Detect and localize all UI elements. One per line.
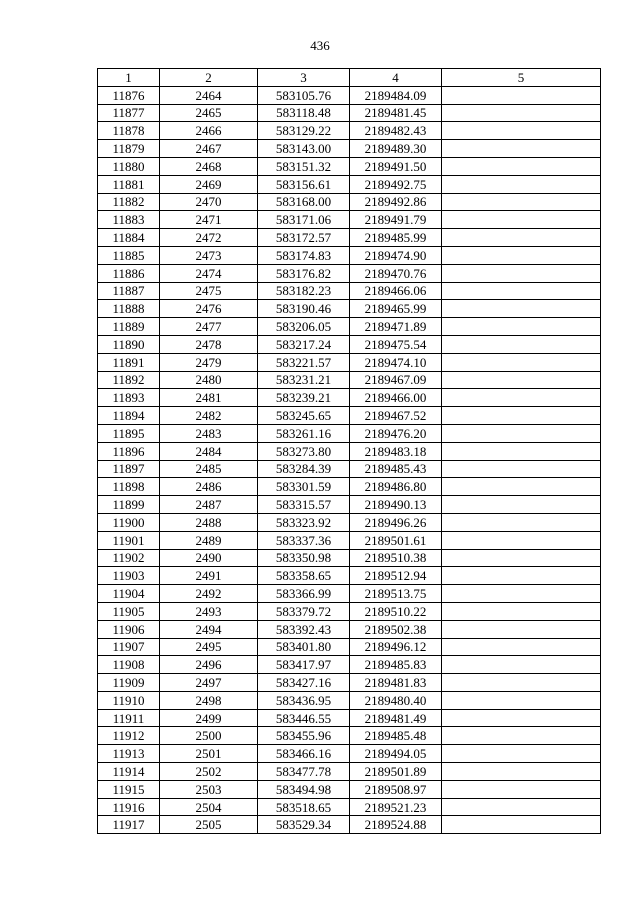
table-cell-col-5 (442, 104, 601, 122)
table-cell-col-2: 2505 (160, 816, 258, 834)
table-cell-col-1: 11908 (98, 656, 160, 674)
table-cell-col-2: 2472 (160, 229, 258, 247)
table-row (98, 460, 601, 478)
table-cell-col-2: 2476 (160, 300, 258, 318)
table-cell-col-5 (442, 691, 601, 709)
table-row (98, 727, 601, 745)
table-row (98, 549, 601, 567)
table-cell-col-5 (442, 496, 601, 514)
table-row (98, 229, 601, 247)
table-cell-col-4: 2189475.54 (350, 335, 442, 353)
table-row (98, 407, 601, 425)
table-cell-col-5 (442, 157, 601, 175)
table-cell-col-3: 583245.65 (258, 407, 350, 425)
table-cell-col-4: 2189476.20 (350, 424, 442, 442)
table-cell-col-1: 11896 (98, 442, 160, 460)
table-cell-col-4: 2189474.90 (350, 246, 442, 264)
table-cell-col-3: 583182.23 (258, 282, 350, 300)
table-cell-col-3: 583171.06 (258, 211, 350, 229)
table-row (98, 211, 601, 229)
table-cell-col-3: 583239.21 (258, 389, 350, 407)
table-cell-col-2: 2491 (160, 567, 258, 585)
table-cell-col-5 (442, 353, 601, 371)
table-cell-col-1: 11882 (98, 193, 160, 211)
table-cell-col-1: 11881 (98, 175, 160, 193)
table-cell-col-3: 583494.98 (258, 780, 350, 798)
table-row (98, 709, 601, 727)
table-row (98, 531, 601, 549)
table-row (98, 442, 601, 460)
column-header-1: 1 (98, 69, 160, 87)
table-cell-col-4: 2189491.79 (350, 211, 442, 229)
table-cell-col-3: 583143.00 (258, 140, 350, 158)
table-row (98, 282, 601, 300)
table-cell-col-2: 2467 (160, 140, 258, 158)
table-cell-col-1: 11890 (98, 335, 160, 353)
table-cell-col-2: 2487 (160, 496, 258, 514)
table-cell-col-4: 2189510.38 (350, 549, 442, 567)
table-cell-col-3: 583118.48 (258, 104, 350, 122)
table-cell-col-4: 2189492.75 (350, 175, 442, 193)
table-row (98, 798, 601, 816)
table-row (98, 816, 601, 834)
table-cell-col-1: 11901 (98, 531, 160, 549)
table-cell-col-3: 583176.82 (258, 264, 350, 282)
table-row (98, 674, 601, 692)
table-cell-col-5 (442, 300, 601, 318)
table-row (98, 424, 601, 442)
table-cell-col-4: 2189508.97 (350, 780, 442, 798)
table-cell-col-4: 2189482.43 (350, 122, 442, 140)
table-cell-col-5 (442, 424, 601, 442)
table-cell-col-2: 2489 (160, 531, 258, 549)
table-cell-col-1: 11902 (98, 549, 160, 567)
table-cell-col-3: 583350.98 (258, 549, 350, 567)
table-cell-col-5 (442, 656, 601, 674)
table-header (98, 69, 601, 87)
table-cell-col-3: 583301.59 (258, 478, 350, 496)
table-cell-col-1: 11889 (98, 318, 160, 336)
table-cell-col-1: 11888 (98, 300, 160, 318)
table-cell-col-2: 2498 (160, 691, 258, 709)
table-cell-col-4: 2189485.83 (350, 656, 442, 674)
table-cell-col-2: 2470 (160, 193, 258, 211)
table-cell-col-2: 2468 (160, 157, 258, 175)
table-row (98, 264, 601, 282)
table-cell-col-2: 2475 (160, 282, 258, 300)
table-cell-col-5 (442, 122, 601, 140)
table-row (98, 478, 601, 496)
table-cell-col-3: 583168.00 (258, 193, 350, 211)
table-cell-col-5 (442, 264, 601, 282)
table-cell-col-4: 2189496.12 (350, 638, 442, 656)
table-row (98, 745, 601, 763)
table-cell-col-3: 583358.65 (258, 567, 350, 585)
table-cell-col-2: 2469 (160, 175, 258, 193)
table-cell-col-4: 2189492.86 (350, 193, 442, 211)
table-row (98, 157, 601, 175)
table-cell-col-1: 11915 (98, 780, 160, 798)
table-cell-col-3: 583105.76 (258, 86, 350, 104)
table-cell-col-3: 583446.55 (258, 709, 350, 727)
table-cell-col-5 (442, 567, 601, 585)
table-cell-col-4: 2189470.76 (350, 264, 442, 282)
table-row (98, 513, 601, 531)
table-cell-col-4: 2189513.75 (350, 585, 442, 603)
table-cell-col-5 (442, 211, 601, 229)
table-cell-col-3: 583417.97 (258, 656, 350, 674)
table-cell-col-2: 2474 (160, 264, 258, 282)
table-cell-col-1: 11906 (98, 620, 160, 638)
table-cell-col-1: 11893 (98, 389, 160, 407)
table-cell-col-1: 11887 (98, 282, 160, 300)
table-cell-col-1: 11916 (98, 798, 160, 816)
table-cell-col-4: 2189483.18 (350, 442, 442, 460)
table-row (98, 602, 601, 620)
table-cell-col-5 (442, 745, 601, 763)
table-cell-col-2: 2493 (160, 602, 258, 620)
table-cell-col-3: 583151.32 (258, 157, 350, 175)
table-cell-col-3: 583217.24 (258, 335, 350, 353)
table-cell-col-4: 2189480.40 (350, 691, 442, 709)
table-cell-col-4: 2189524.88 (350, 816, 442, 834)
table-cell-col-3: 583337.36 (258, 531, 350, 549)
table-cell-col-2: 2485 (160, 460, 258, 478)
column-header-5: 5 (442, 69, 601, 87)
table-cell-col-3: 583323.92 (258, 513, 350, 531)
table-cell-col-1: 11877 (98, 104, 160, 122)
table-cell-col-2: 2479 (160, 353, 258, 371)
table-cell-col-5 (442, 478, 601, 496)
table-cell-col-5 (442, 389, 601, 407)
table-row (98, 763, 601, 781)
table-cell-col-4: 2189491.50 (350, 157, 442, 175)
table-cell-col-1: 11876 (98, 86, 160, 104)
table-row (98, 193, 601, 211)
table-cell-col-4: 2189467.52 (350, 407, 442, 425)
table-row (98, 389, 601, 407)
table-cell-col-5 (442, 460, 601, 478)
table-cell-col-4: 2189496.26 (350, 513, 442, 531)
table-cell-col-1: 11891 (98, 353, 160, 371)
table-cell-col-1: 11886 (98, 264, 160, 282)
table-cell-col-1: 11885 (98, 246, 160, 264)
table-cell-col-1: 11878 (98, 122, 160, 140)
table-cell-col-4: 2189489.30 (350, 140, 442, 158)
table-cell-col-1: 11912 (98, 727, 160, 745)
table-cell-col-1: 11895 (98, 424, 160, 442)
table-cell-col-3: 583466.16 (258, 745, 350, 763)
table-cell-col-3: 583379.72 (258, 602, 350, 620)
table-cell-col-1: 11905 (98, 602, 160, 620)
table-cell-col-4: 2189466.06 (350, 282, 442, 300)
table-row (98, 780, 601, 798)
table-cell-col-5 (442, 407, 601, 425)
table-cell-col-1: 11880 (98, 157, 160, 175)
table-cell-col-2: 2502 (160, 763, 258, 781)
table-cell-col-2: 2500 (160, 727, 258, 745)
table-cell-col-4: 2189485.48 (350, 727, 442, 745)
table-cell-col-3: 583190.46 (258, 300, 350, 318)
table-cell-col-1: 11884 (98, 229, 160, 247)
table-cell-col-1: 11900 (98, 513, 160, 531)
table-cell-col-2: 2464 (160, 86, 258, 104)
table-cell-col-1: 11879 (98, 140, 160, 158)
table-cell-col-2: 2501 (160, 745, 258, 763)
table-cell-col-4: 2189481.49 (350, 709, 442, 727)
table-cell-col-3: 583284.39 (258, 460, 350, 478)
table-cell-col-4: 2189481.45 (350, 104, 442, 122)
table-cell-col-4: 2189486.80 (350, 478, 442, 496)
table-cell-col-5 (442, 175, 601, 193)
table-cell-col-5 (442, 318, 601, 336)
table-body (98, 86, 601, 833)
table-row (98, 656, 601, 674)
table-cell-col-3: 583261.16 (258, 424, 350, 442)
table-cell-col-4: 2189501.89 (350, 763, 442, 781)
table-row (98, 638, 601, 656)
table-cell-col-4: 2189485.43 (350, 460, 442, 478)
table-cell-col-2: 2492 (160, 585, 258, 603)
table-cell-col-5 (442, 282, 601, 300)
table-cell-col-2: 2490 (160, 549, 258, 567)
table-cell-col-1: 11909 (98, 674, 160, 692)
table-cell-col-5 (442, 816, 601, 834)
table-cell-col-3: 583172.57 (258, 229, 350, 247)
table-cell-col-5 (442, 602, 601, 620)
table-cell-col-5 (442, 549, 601, 567)
table-cell-col-2: 2473 (160, 246, 258, 264)
table-cell-col-2: 2478 (160, 335, 258, 353)
table-cell-col-5 (442, 140, 601, 158)
table-cell-col-5 (442, 780, 601, 798)
table-cell-col-1: 11911 (98, 709, 160, 727)
table-row (98, 353, 601, 371)
table-cell-col-2: 2494 (160, 620, 258, 638)
table-cell-col-1: 11907 (98, 638, 160, 656)
table-cell-col-1: 11903 (98, 567, 160, 585)
table-cell-col-1: 11913 (98, 745, 160, 763)
table-cell-col-1: 11899 (98, 496, 160, 514)
table-cell-col-4: 2189490.13 (350, 496, 442, 514)
column-header-2: 2 (160, 69, 258, 87)
table-cell-col-2: 2495 (160, 638, 258, 656)
table-cell-col-5 (442, 513, 601, 531)
table-cell-col-2: 2480 (160, 371, 258, 389)
table-cell-col-5 (442, 193, 601, 211)
table-cell-col-5 (442, 442, 601, 460)
table-cell-col-2: 2471 (160, 211, 258, 229)
table-cell-col-2: 2482 (160, 407, 258, 425)
table-cell-col-2: 2496 (160, 656, 258, 674)
table-cell-col-1: 11910 (98, 691, 160, 709)
table-cell-col-5 (442, 674, 601, 692)
column-header-4: 4 (350, 69, 442, 87)
table-cell-col-3: 583231.21 (258, 371, 350, 389)
table-cell-col-3: 583455.96 (258, 727, 350, 745)
table-cell-col-1: 11892 (98, 371, 160, 389)
table-cell-col-4: 2189484.09 (350, 86, 442, 104)
table-cell-col-5 (442, 620, 601, 638)
table-cell-col-2: 2503 (160, 780, 258, 798)
coordinates-table (97, 68, 601, 834)
table-cell-col-3: 583221.57 (258, 353, 350, 371)
table-cell-col-5 (442, 727, 601, 745)
table-cell-col-4: 2189510.22 (350, 602, 442, 620)
table-cell-col-5 (442, 709, 601, 727)
table-row (98, 122, 601, 140)
table-row (98, 104, 601, 122)
table-cell-col-5 (442, 531, 601, 549)
table-cell-col-4: 2189512.94 (350, 567, 442, 585)
table-row (98, 691, 601, 709)
table-row (98, 86, 601, 104)
table-row (98, 585, 601, 603)
table-cell-col-2: 2477 (160, 318, 258, 336)
table-cell-col-3: 583156.61 (258, 175, 350, 193)
table-cell-col-3: 583392.43 (258, 620, 350, 638)
table-cell-col-3: 583436.95 (258, 691, 350, 709)
table-cell-col-4: 2189501.61 (350, 531, 442, 549)
table-cell-col-1: 11914 (98, 763, 160, 781)
table-cell-col-5 (442, 335, 601, 353)
page-number: 436 (310, 38, 330, 53)
table-cell-col-5 (442, 585, 601, 603)
table-cell-col-2: 2488 (160, 513, 258, 531)
table-cell-col-2: 2481 (160, 389, 258, 407)
table-cell-col-3: 583518.65 (258, 798, 350, 816)
table-cell-col-5 (442, 246, 601, 264)
table-cell-col-4: 2189465.99 (350, 300, 442, 318)
table-cell-col-4: 2189494.05 (350, 745, 442, 763)
table-row (98, 335, 601, 353)
table-cell-col-2: 2465 (160, 104, 258, 122)
table-cell-col-1: 11904 (98, 585, 160, 603)
table-row (98, 318, 601, 336)
table-cell-col-3: 583129.22 (258, 122, 350, 140)
table-cell-col-4: 2189467.09 (350, 371, 442, 389)
column-header-3: 3 (258, 69, 350, 87)
table-cell-col-5 (442, 371, 601, 389)
table-cell-col-5 (442, 229, 601, 247)
table-cell-col-3: 583477.78 (258, 763, 350, 781)
table-cell-col-1: 11897 (98, 460, 160, 478)
table-row (98, 371, 601, 389)
table-cell-col-3: 583206.05 (258, 318, 350, 336)
table-row (98, 175, 601, 193)
table-cell-col-5 (442, 638, 601, 656)
table-cell-col-4: 2189481.83 (350, 674, 442, 692)
table-cell-col-5 (442, 86, 601, 104)
table-cell-col-3: 583427.16 (258, 674, 350, 692)
table-cell-col-2: 2466 (160, 122, 258, 140)
table-row (98, 567, 601, 585)
table-cell-col-2: 2484 (160, 442, 258, 460)
table-cell-col-1: 11883 (98, 211, 160, 229)
table-cell-col-2: 2499 (160, 709, 258, 727)
table-cell-col-2: 2483 (160, 424, 258, 442)
table-row (98, 140, 601, 158)
table-cell-col-4: 2189502.38 (350, 620, 442, 638)
table-cell-col-4: 2189466.00 (350, 389, 442, 407)
table-cell-col-5 (442, 763, 601, 781)
table-cell-col-4: 2189471.89 (350, 318, 442, 336)
table-cell-col-4: 2189521.23 (350, 798, 442, 816)
table-cell-col-4: 2189474.10 (350, 353, 442, 371)
table-cell-col-1: 11894 (98, 407, 160, 425)
table-cell-col-3: 583174.83 (258, 246, 350, 264)
table-cell-col-2: 2497 (160, 674, 258, 692)
table-cell-col-5 (442, 798, 601, 816)
table-cell-col-2: 2504 (160, 798, 258, 816)
table-cell-col-3: 583529.34 (258, 816, 350, 834)
table-cell-col-2: 2486 (160, 478, 258, 496)
table-cell-col-3: 583315.57 (258, 496, 350, 514)
table-cell-col-1: 11917 (98, 816, 160, 834)
table-cell-col-4: 2189485.99 (350, 229, 442, 247)
table-row (98, 620, 601, 638)
table-cell-col-3: 583401.80 (258, 638, 350, 656)
table-row (98, 246, 601, 264)
header-row (98, 69, 601, 87)
table-cell-col-1: 11898 (98, 478, 160, 496)
table-cell-col-3: 583366.99 (258, 585, 350, 603)
table-row (98, 496, 601, 514)
table-cell-col-3: 583273.80 (258, 442, 350, 460)
table-row (98, 300, 601, 318)
